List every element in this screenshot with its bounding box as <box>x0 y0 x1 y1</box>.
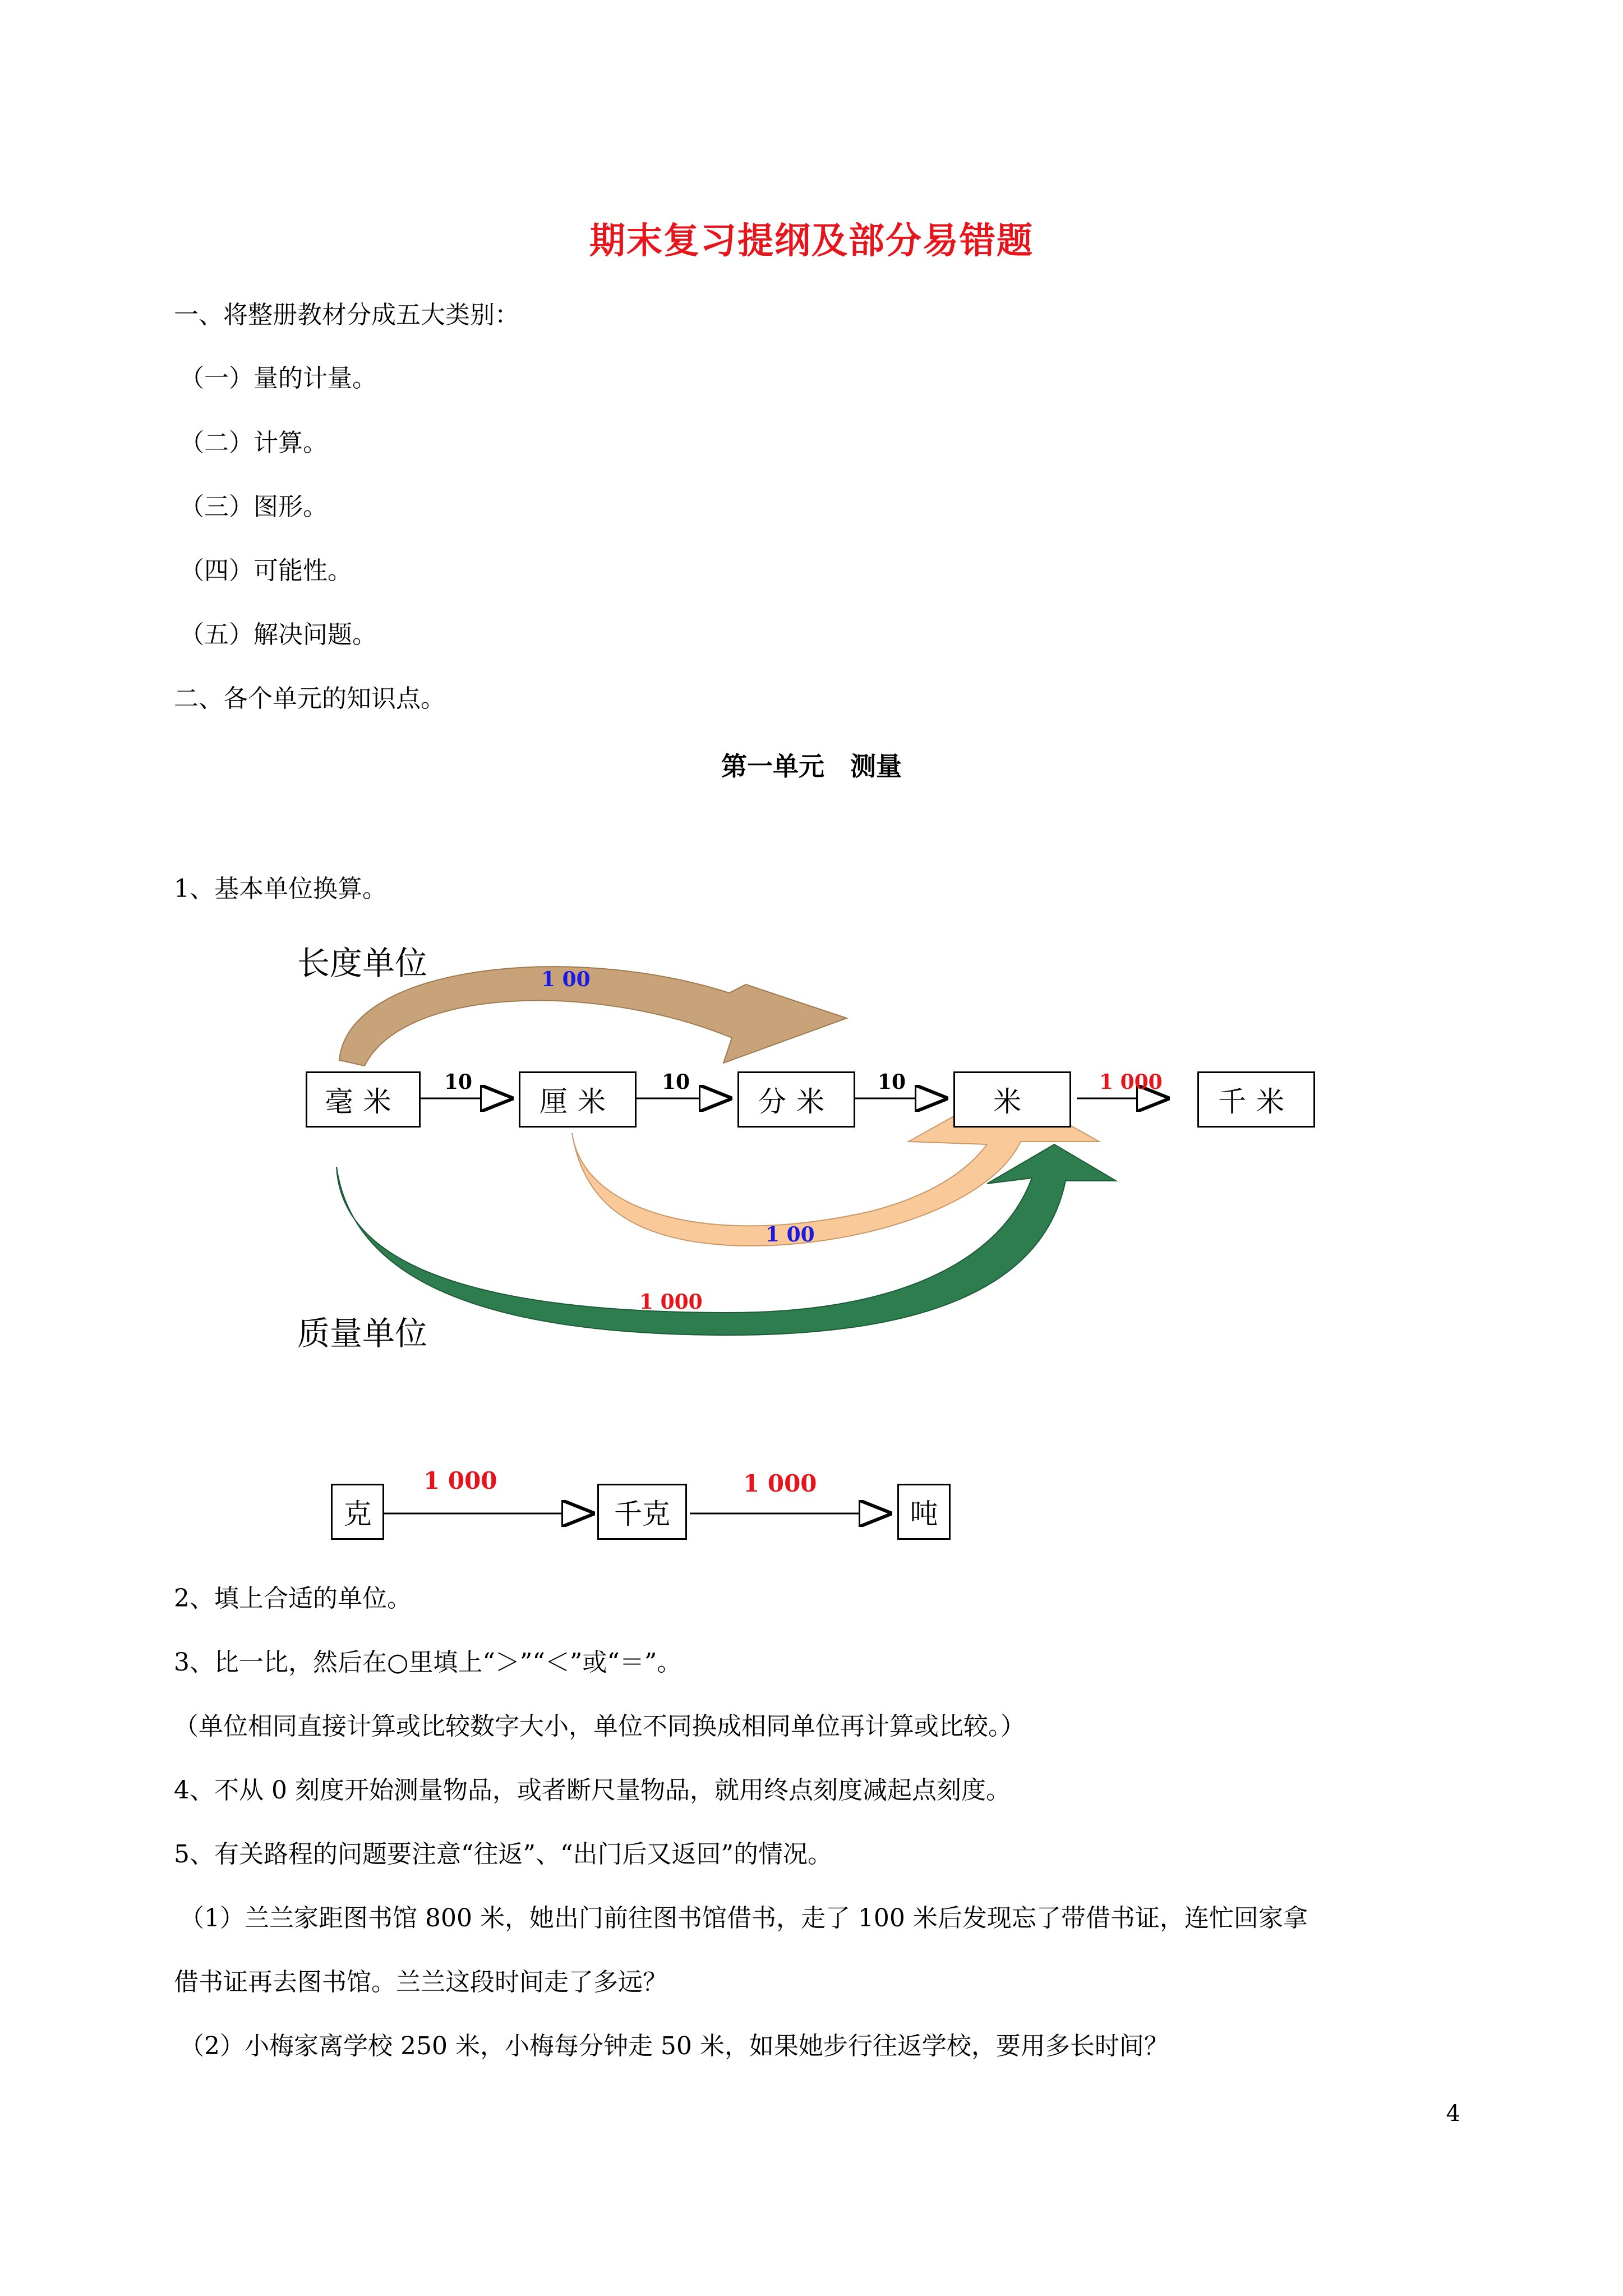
category-item: （五）解决问题。 <box>179 620 377 649</box>
category-item: （四）可能性。 <box>179 556 352 585</box>
unit-box-mm: 毫米 <box>306 1071 421 1128</box>
step-label-red: 1 000 <box>1099 1070 1163 1094</box>
step-label: 10 <box>878 1070 906 1094</box>
intro-heading: 一、将整册教材分成五大类别： <box>174 301 519 329</box>
unit-box-dm: 分米 <box>737 1071 855 1128</box>
point-5: 5、有关路程的问题要注意“往返”、“出门后又返回”的情况。 <box>174 1840 832 1869</box>
step-label: 10 <box>662 1070 690 1094</box>
arc-bottom-label: 1 000 <box>639 1290 703 1314</box>
unit-box-t: 吨 <box>897 1484 951 1540</box>
mass-step-label: 1 000 <box>743 1470 817 1497</box>
category-item: （二）计算。 <box>179 429 328 457</box>
step-label: 10 <box>444 1070 473 1094</box>
unit-conversion-diagram <box>280 920 1346 1565</box>
unit-box-km: 千米 <box>1197 1071 1315 1128</box>
arc-mid-label: 1 00 <box>766 1223 815 1246</box>
unit-box-cm: 厘米 <box>519 1071 637 1128</box>
category-item: （一）量的计量。 <box>179 364 377 393</box>
point-1: 1、基本单位换算。 <box>174 875 387 903</box>
unit-box-kg: 千克 <box>597 1484 687 1540</box>
problem-1: （1）兰兰家距图书馆 800 米，她出门前往图书馆借书，走了 100 米后发现忘了带借书证，连忙回家拿 <box>179 1904 1308 1932</box>
arc-top-label: 1 00 <box>541 968 591 991</box>
page-title: 期末复习提纲及部分易错题 <box>589 220 1034 262</box>
unit-title: 第一单元 测量 <box>721 751 902 781</box>
mass-step-label: 1 000 <box>423 1467 497 1494</box>
length-units-heading: 长度单位 <box>297 944 428 982</box>
intro-heading-2: 二、各个单元的知识点。 <box>174 684 445 713</box>
problem-2: （2）小梅家离学校 250 米，小梅每分钟走 50 米，如果她步行往返学校，要用多长时间？ <box>179 2032 1169 2060</box>
category-item: （三）图形。 <box>179 493 328 521</box>
problem-1-cont: 借书证再去图书馆。兰兰这段时间走了多远？ <box>174 1968 667 1996</box>
point-4: 4、不从 0 刻度开始测量物品，或者断尺量物品，就用终点刻度减起点刻度。 <box>174 1776 1011 1805</box>
unit-box-m: 米 <box>953 1071 1071 1128</box>
mass-units-heading: 质量单位 <box>297 1314 428 1352</box>
unit-box-g: 克 <box>331 1484 384 1540</box>
page-number: 4 <box>1446 2101 1460 2127</box>
point-3-note: （单位相同直接计算或比较数字大小，单位不同换成相同单位再计算或比较。） <box>174 1712 1025 1741</box>
point-3: 3、比一比，然后在○里填上“＞”“＜”或“＝”。 <box>174 1648 682 1677</box>
point-2: 2、填上合适的单位。 <box>174 1584 412 1613</box>
